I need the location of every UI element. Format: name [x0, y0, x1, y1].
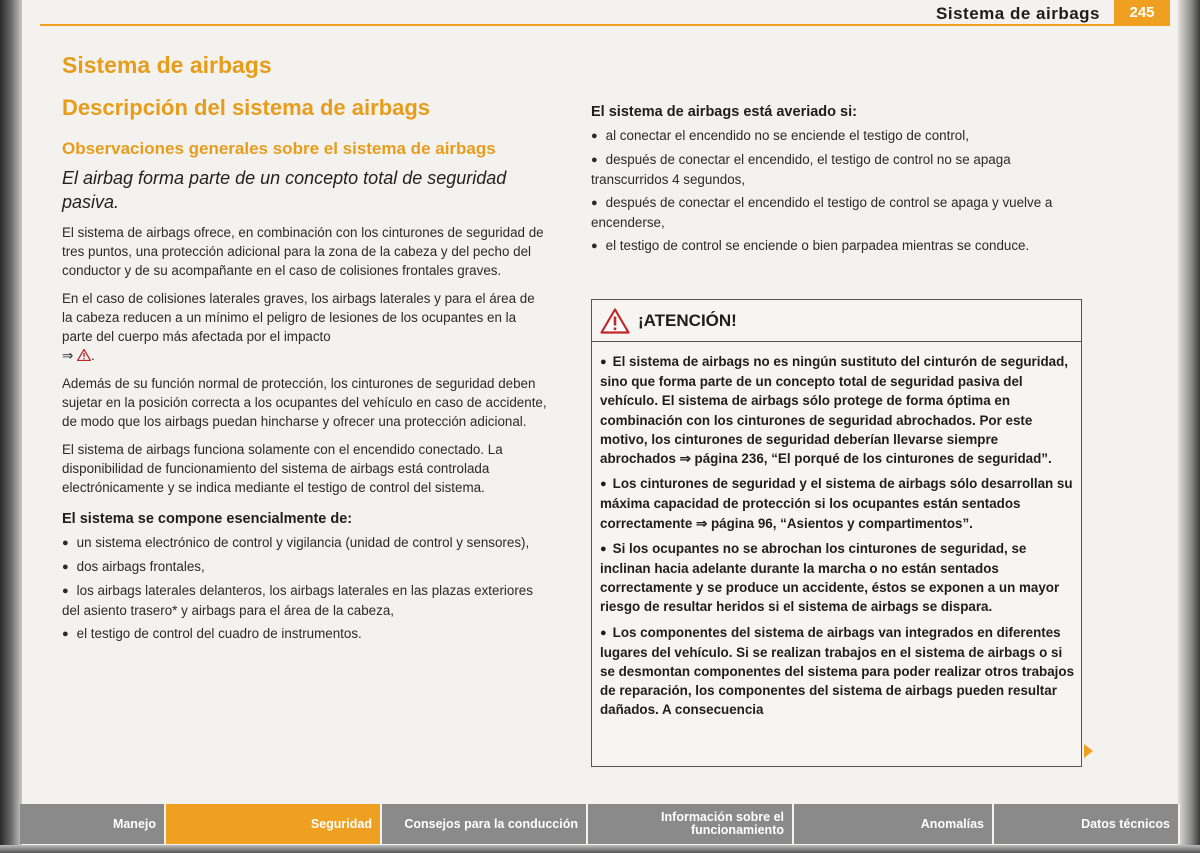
- bullet-icon: ●: [591, 240, 598, 252]
- bullet-icon: ●: [600, 356, 607, 368]
- warning-title: ¡ATENCIÓN!: [638, 310, 737, 330]
- list-item: ● después de conectar el encendido, el testigo de control no se apaga transcurridos 4 segundos,: [591, 152, 1011, 187]
- list-item: ● un sistema electrónico de control y vigilancia (unidad de control y sensores),: [62, 535, 530, 550]
- running-header: Sistema de airbags: [936, 4, 1100, 23]
- list-item: ● el testigo de control del cuadro de instrumentos.: [62, 626, 362, 641]
- bullet-icon: ●: [591, 154, 598, 166]
- subsection-title: Observaciones generales sobre el sistema de airbags: [62, 139, 496, 158]
- warning-item: ● Los cinturones de seguridad y el sistema de airbags sólo desarrollan su máxima capacidad de protección si los ocupantes están sentados correctamente ⇒ página 96, “Asientos y compartimentos”.: [600, 476, 1073, 531]
- book-spine-left: [0, 0, 22, 853]
- continue-arrow-icon: [1084, 744, 1093, 758]
- bullet-icon: ●: [62, 628, 69, 640]
- warning-item: ● El sistema de airbags no es ningún sustituto del cinturón de seguridad, sino que forma parte de un concepto total de seguridad pasiva del vehículo. El sistema de airbags sólo protege de forma óptima en combinación con los cinturones de seguridad abrochados. Por este motivo, los cinturones de seguridad deberían llevarse siempre abrochados ⇒ página 236, “El porqué de los cinturones de seguridad”.: [600, 354, 1069, 467]
- paragraph: En el caso de colisiones laterales graves, los airbags laterales y para el área de la cabeza reducen a un mínimo el peligro de lesiones de los ocupantes en la parte del cuerpo más afectada por el impacto ⇒ .: [62, 291, 535, 363]
- page-bottom-edge: [0, 845, 1200, 853]
- list-item: ● dos airbags frontales,: [62, 559, 205, 574]
- bullet-icon: ●: [600, 626, 607, 639]
- chapter-nav: [20, 804, 1180, 844]
- components-heading: El sistema se compone esencialmente de:: [62, 511, 353, 527]
- tab-anomalias[interactable]: Anomalías: [794, 804, 994, 844]
- section-title: Descripción del sistema de airbags: [62, 95, 431, 120]
- right-column: [591, 102, 1081, 256]
- page-number: 245: [1114, 0, 1170, 24]
- tab-seguridad[interactable]: Seguridad: [166, 804, 382, 844]
- paragraph: El sistema de airbags ofrece, en combinación con los cinturones de seguridad de tres puntos, una protección adicional para la zona de la cabeza y del pecho del conductor y de su acompañante en el caso de colisiones frontales graves.: [62, 225, 544, 278]
- bullet-icon: ●: [600, 478, 607, 491]
- warning-item: ● Si los ocupantes no se abrochan los cinturones de seguridad, se inclinan hacia adelante durante la marcha o no están sentados correctamente y se produce un accidente, éstos se exponen a un mayor riesgo de resultar heridos si el sistema de airbags se dispara.: [600, 540, 1060, 615]
- bullet-icon: ●: [591, 197, 598, 209]
- tab-consejos-conduccion[interactable]: Consejos para la conducción: [382, 804, 588, 844]
- warning-box: [591, 299, 1082, 767]
- cross-reference-arrow: ⇒: [62, 348, 74, 363]
- bullet-icon: ●: [62, 585, 69, 597]
- bullet-icon: ●: [600, 542, 607, 555]
- chapter-title: Sistema de airbags: [62, 52, 272, 78]
- list-item: ● al conectar el encendido no se enciende el testigo de control,: [591, 128, 969, 143]
- header-rule: [40, 24, 1170, 26]
- lead-paragraph: El airbag forma parte de un concepto total de seguridad pasiva.: [62, 168, 507, 212]
- list-item: ● el testigo de control se enciende o bien parpadea mientras se conduce.: [591, 238, 1030, 253]
- list-item: ● después de conectar el encendido el testigo de control se apaga y vuelve a encenderse,: [591, 195, 1053, 230]
- tab-manejo[interactable]: Manejo: [20, 804, 166, 844]
- warning-header: [592, 300, 1081, 342]
- paragraph: Además de su función normal de protección, los cinturones de seguridad deben sujetar en la posición correcta a los ocupantes del vehículo en caso de accidente, de modo que los airbags puedan hincharse y ofrecer una protección adicional.: [62, 376, 547, 429]
- bullet-icon: ●: [62, 561, 69, 573]
- fault-heading: El sistema de airbags está averiado si:: [591, 104, 857, 120]
- left-column: [62, 50, 548, 644]
- paragraph: El sistema de airbags funciona solamente con el encendido conectado. La disponibilidad de funcionamiento del sistema de airbags está controlada electrónicamente y se indica mediante el testigo de control del sistema.: [62, 442, 503, 495]
- bullet-icon: ●: [591, 130, 598, 142]
- warning-item: ● Los componentes del sistema de airbags van integrados en diferentes lugares del vehículo. Si se realizan trabajos en el sistema de airbags o si se desmontan componentes del sistema para poder realizar otros trabajos de reparación, los componentes del sistema de airbags pueden resultar dañados. A consecuencia: [600, 624, 1075, 718]
- paragraph-text: En el caso de colisiones laterales graves, los airbags laterales y para el área de la cabeza reducen a un mínimo el peligro de lesiones de los ocupantes en la parte del cuerpo más afectada por el impacto: [62, 291, 535, 344]
- warning-icon[interactable]: [77, 349, 91, 361]
- book-page-edge-right: [1178, 0, 1200, 853]
- tab-datos-tecnicos[interactable]: Datos técnicos: [994, 804, 1180, 844]
- warning-triangle-icon: [600, 308, 630, 334]
- list-item: ● los airbags laterales delanteros, los airbags laterales en las plazas exteriores del asiento trasero* y airbags para el área de la cabeza,: [62, 583, 533, 618]
- warning-body: [592, 342, 1081, 720]
- tab-informacion-funcionamiento[interactable]: Información sobre el funcionamiento: [588, 804, 794, 844]
- bullet-icon: ●: [62, 537, 69, 549]
